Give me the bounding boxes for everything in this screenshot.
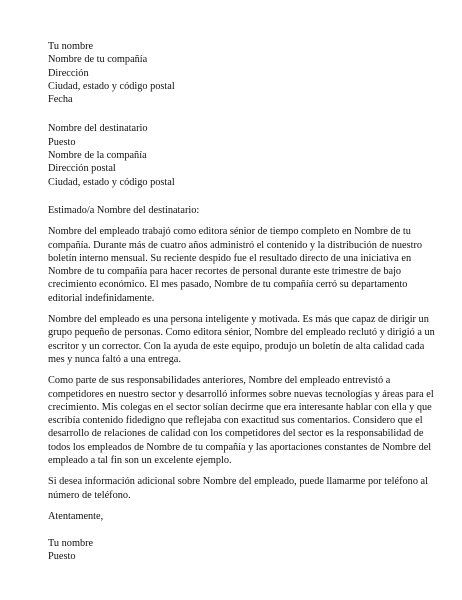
paragraph-line: boletín interno mensual. Su reciente despido fue el resultado directo de una iniciativa en (48, 252, 412, 264)
paragraph-line: todos los empleados de Nombre de tu compañía y las aportaciones constantes de Nombre del (48, 441, 432, 453)
letter-body (48, 40, 435, 523)
paragraph-line: Nombre de tu compañía para hacer recortes de personal durante este trimestre de bajo (48, 266, 402, 278)
closing (48, 510, 420, 523)
sender-address: Dirección (48, 67, 89, 79)
paragraph-line: crecimiento económico. El mes pasado, Nombre de tu compañía cerró su departamento (48, 279, 408, 291)
paragraph-line: empleado a tal fin son un excelente ejemplo. (48, 455, 232, 467)
paragraph-line: grupo pequeño de personas. Como editora sénior, Nombre del empleado reclutó y dirigió a un (48, 327, 435, 339)
sender-name: Tu nombre (48, 41, 94, 52)
recipient-address: Dirección postal (48, 163, 116, 175)
recipient-title: Puesto (48, 136, 76, 148)
paragraph-line: compañía. Durante más de cuatro años administró el contenido y la distribución de nuestro (48, 239, 423, 251)
paragraph-line: Como parte de sus responsabilidades anteriores, Nombre del empleado entrevistó a (48, 375, 391, 387)
paragraph-line: mes y nunca faltó a una entrega. (48, 353, 181, 365)
paragraph-line: crecimiento. Mis colegas en el sector solían decirme que era interesante hablar con ella y que (48, 401, 432, 413)
paragraph-line: Nombre del empleado es una persona inteligente y motivada. Es más que capaz de dirigir un (48, 314, 429, 326)
paragraph-line: competidores en nuestro sector y desarrolló informes sobre nuevas tecnologías y áreas para el (48, 388, 434, 400)
paragraph-4 (48, 475, 428, 502)
closing-text: Atentamente, (48, 510, 104, 522)
salutation-text: Estimado/a Nombre del destinatario: (48, 204, 200, 216)
paragraph-1 (48, 225, 423, 305)
paragraph-3 (48, 374, 434, 467)
paragraph-line: número de teléfono. (48, 489, 131, 501)
recipient-name: Nombre del destinatario (48, 123, 148, 135)
sender-address-block (48, 40, 420, 106)
sender-company: Nombre de tu compañía (48, 54, 148, 66)
paragraph-2 (48, 313, 435, 366)
recipient-company: Nombre de la compañía (48, 150, 147, 162)
signature-block (48, 537, 93, 564)
paragraph-line: escritor y un corrector. Con la ayuda de este equipo, produjo un boletín de alta calidad cada (48, 340, 425, 352)
paragraph-line: desarrollo de relaciones de calidad con los competidores del sector es la responsabilidad de (48, 428, 424, 440)
signature-name: Tu nombre (48, 538, 94, 549)
recipient-address-block (48, 122, 420, 188)
paragraph-line: editorial indefinidamente. (48, 292, 155, 304)
paragraph-line: Si desea información adicional sobre Nombre del empleado, puede llamarme por teléfono al (48, 476, 428, 488)
signature-title: Puesto (48, 551, 76, 563)
salutation (48, 204, 420, 217)
sender-city-state-zip: Ciudad, estado y código postal (48, 80, 175, 92)
recipient-city-state-zip: Ciudad, estado y código postal (48, 176, 175, 188)
paragraph-line: escribía contenido fidedigno que reflejaba con exactitud sus comentarios. Considero que el (48, 415, 423, 427)
letter-date: Fecha (48, 94, 73, 106)
paragraph-line: Nombre del empleado trabajó como editora sénior de tiempo completo en Nombre de tu (48, 226, 411, 238)
